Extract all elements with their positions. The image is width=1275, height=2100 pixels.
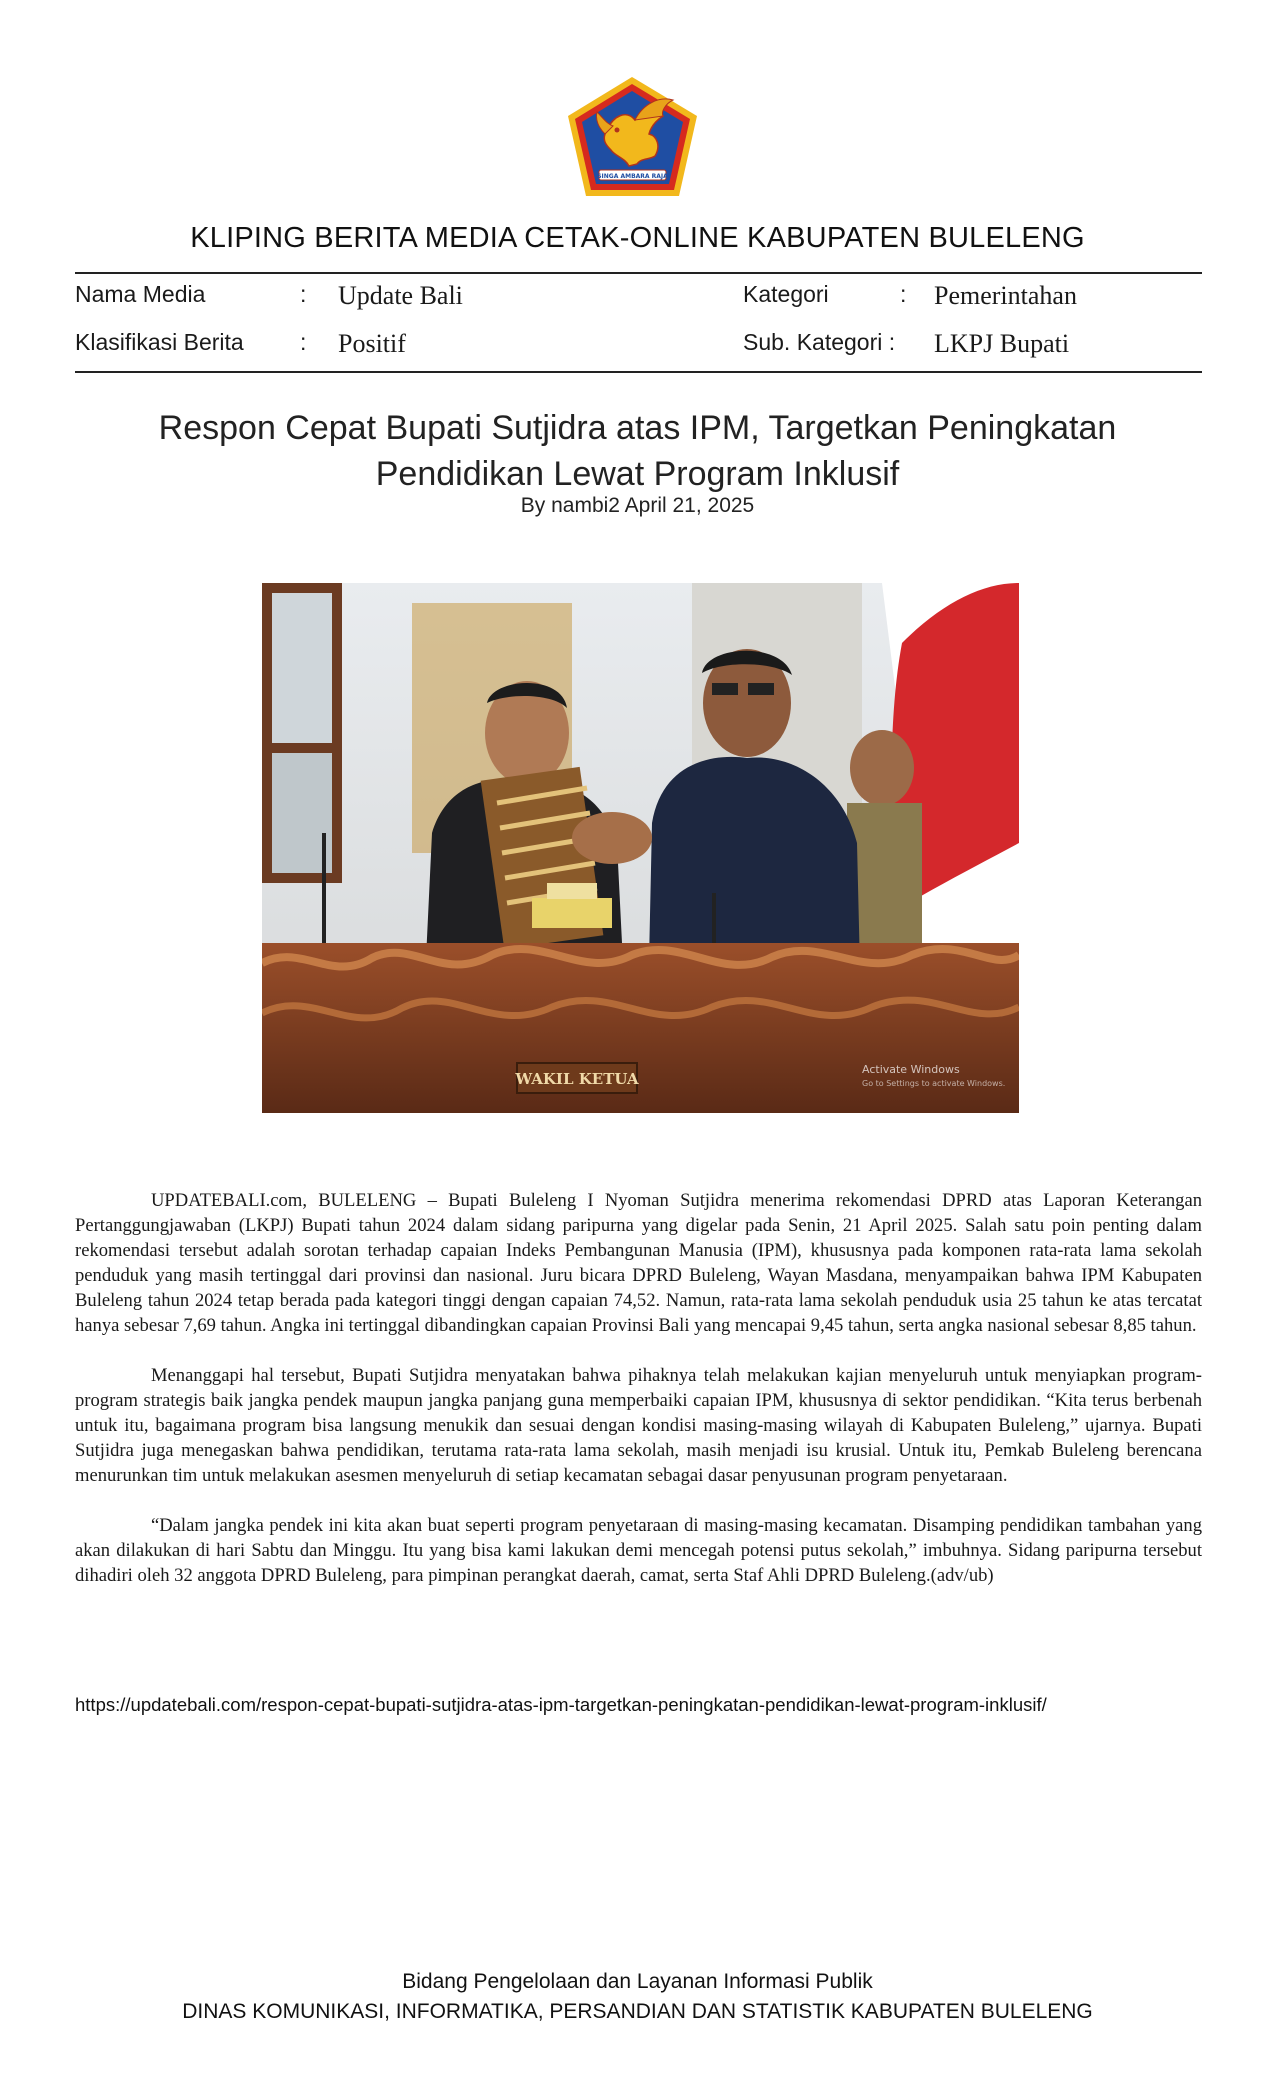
news-classification-separator: :: [300, 329, 307, 355]
clipping-header-title: KLIPING BERITA MEDIA CETAK-ONLINE KABUPATEN BULELENG: [190, 222, 1085, 254]
news-classification-value: Positif: [338, 329, 406, 358]
article-byline: By nambi2 April 21, 2025: [520, 494, 755, 517]
category-label: Kategori: [743, 281, 829, 307]
media-name-label: Nama Media: [75, 281, 206, 307]
category-separator: :: [900, 281, 907, 307]
news-classification-label: Klasifikasi Berita: [75, 329, 244, 355]
footer-agency-name: DINAS KOMUNIKASI, INFORMATIKA, PERSANDIAN DAN STATISTIK KABUPATEN BULELENG: [182, 2000, 1093, 2023]
subcategory-label: Sub. Kategori :: [743, 329, 896, 355]
article-paragraph: UPDATEBALI.com, BULELENG – Bupati Buleleng I Nyoman Sutjidra menerima rekomendasi DPRD atas Laporan Keterangan Pertanggungjawaban (LKPJ) Bupati tahun 2024 dalam sidang paripurna yang digelar pada Senin, 21 April 2025. Salah satu poin penting dalam rekomendasi tersebut adalah sorotan terhadap capaian Indeks Pembangunan Manusia (IPM), khususnya pada komponen rata-rata lama sekolah penduduk yang masih tertinggal dari provinsi dan nasional. Juru bicara DPRD Buleleng, Wayan Masdana, menyampaikan bahwa IPM Kabupaten Buleleng tahun 2024 tetap berada pada kategori tinggi dengan capaian 74,52. Namun, rata-rata lama sekolah penduduk usia 25 tahun ke atas tercatat hanya sebesar 7,69 tahun. Angka ini tertinggal dibandingkan capaian Provinsi Bali yang mencapai 9,45 tahun, serta angka nasional sebesar 8,85 tahun.: [75, 1190, 1202, 1336]
media-name-value: Update Bali: [338, 281, 463, 310]
subcategory-value: LKPJ Bupati: [934, 329, 1070, 358]
media-name-separator: :: [300, 281, 307, 307]
source-url-link[interactable]: https://updatebali.com/respon-cepat-bupati-sutjidra-atas-ipm-targetkan-peningkatan-pendidikan-lewat-program-inklusif/: [75, 1694, 1047, 1715]
activate-windows-hint: Go to Settings to activate Windows.: [862, 1079, 1006, 1088]
article-title: Respon Cepat Bupati Sutjidra atas IPM, Targetkan Peningkatan Pendidikan Lewat Program Inklusif: [158, 409, 1117, 493]
article-photo: [262, 583, 1019, 1113]
header-bottom-divider: [75, 371, 1202, 373]
footer-division-name: Bidang Pengelolaan dan Layanan Informasi Publik: [402, 1970, 873, 1993]
activate-windows-watermark: Activate Windows: [862, 1063, 960, 1076]
article-body: [75, 1188, 1202, 1613]
header-top-divider: [75, 272, 1202, 274]
category-value: Pemerintahan: [934, 281, 1077, 310]
article-paragraph: “Dalam jangka pendek ini kita akan buat seperti program penyetaraan di masing-masing kecamatan. Disamping pendidikan tambahan yang akan dilakukan di hari Sabtu dan Minggu. Itu yang bisa kami lakukan demi mencegah potensi putus sekolah,” imbuhnya. Sidang paripurna tersebut dihadiri oleh 32 anggota DPRD Buleleng, para pimpinan perangkat daerah, camat, serta Staf Ahli DPRD Buleleng.(adv/ub): [75, 1515, 1202, 1586]
buleleng-emblem-logo: [565, 74, 700, 199]
article-paragraph: Menanggapi hal tersebut, Bupati Sutjidra menyatakan bahwa pihaknya telah melakukan kajian menyeluruh untuk menyiapkan program-program strategis baik jangka pendek maupun jangka panjang guna memperbaiki capaian IPM, khususnya di sektor pendidikan. “Kita terus berbenah untuk itu, bagaimana program bisa langsung menukik dan sesuai dengan kondisi masing-masing wilayah di Kabupaten Buleleng,” ujarnya. Bupati Sutjidra juga menegaskan bahwa pendidikan, terutama rata-rata lama sekolah, masih menjadi isu krusial. Untuk itu, Pemkab Buleleng berencana menurunkan tim untuk melakukan asesmen menyeluruh di setiap kecamatan sebagai dasar penyusunan program penyetaraan.: [75, 1365, 1202, 1486]
wakil-ketua-nameplate: WAKIL KETUA: [515, 1070, 639, 1088]
logo-motto-text: SINGA AMBARA RAJA: [597, 173, 668, 180]
